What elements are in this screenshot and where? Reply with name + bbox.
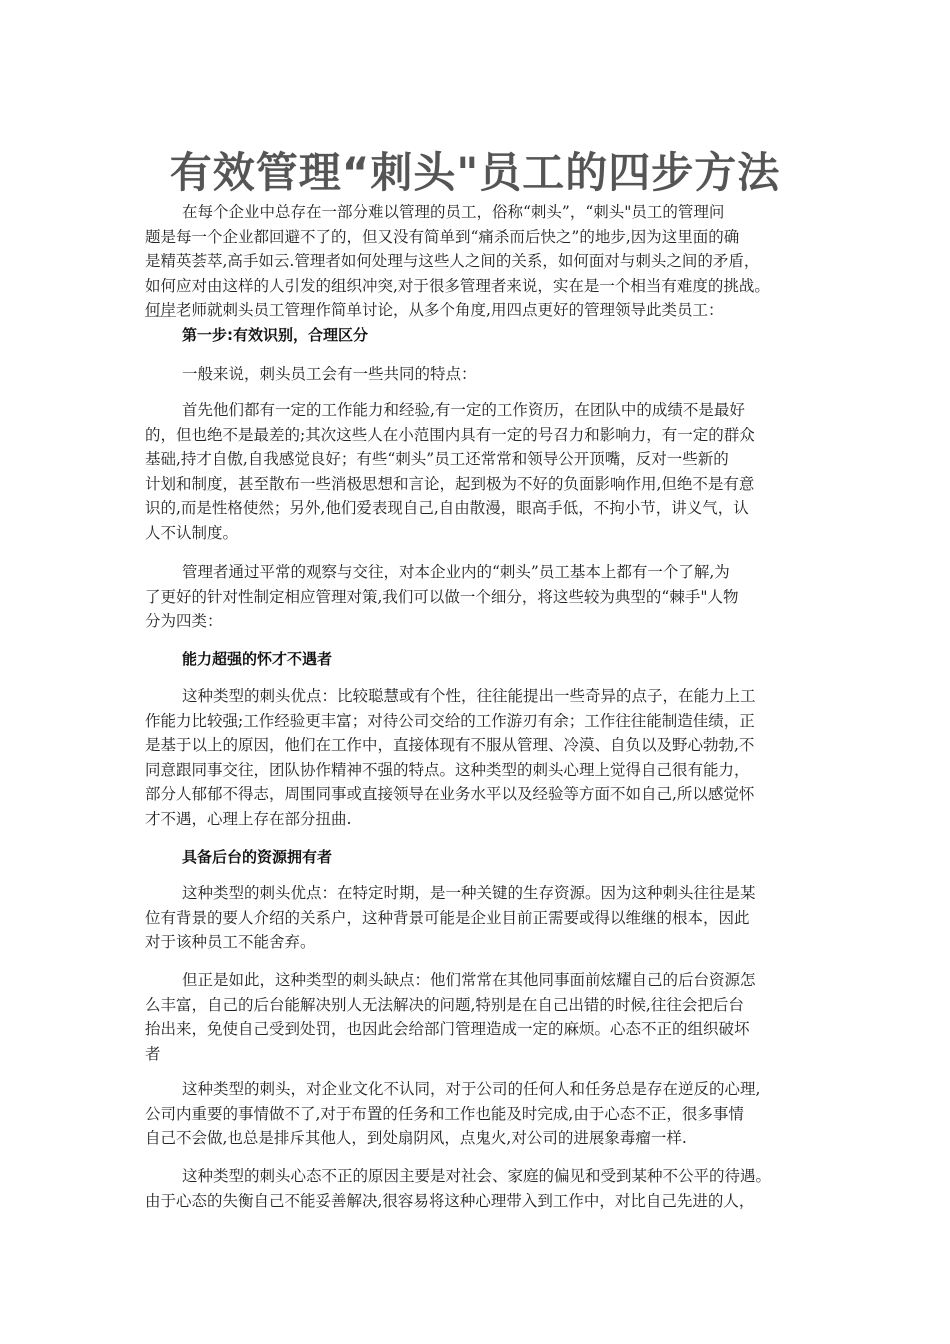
text-line: 识的,而是性格使然；另外,他们爱表现自己,自由散漫，眼高手低，不拘小节，讲义气，认: [145, 499, 749, 517]
text-line: 分为四类：: [145, 612, 223, 630]
text-line: 如何应对由这样的人引发的组织冲突,对于很多管理者来说，实在是一个相当有难度的挑战。: [145, 276, 770, 295]
text-line: 这种类型的刺头优点：在特定时期，是一种关键的生存资源。因为这种刺头往往是某: [182, 884, 756, 902]
section-heading: 具备后台的资源拥有者: [182, 848, 333, 866]
section-heading-step1: [145, 323, 815, 348]
section-heading: 能力超强的怀才不遇者: [182, 650, 333, 668]
paragraph-7: [145, 1077, 815, 1151]
text-line: [145, 298, 815, 323]
text-line: 者: [145, 1044, 161, 1063]
text-line: 才不遇，心理上存在部分扭曲.: [145, 809, 352, 828]
section-heading: 第一步:有效识别，合理区分: [182, 326, 368, 344]
text-line: 这种类型的刺头心态不正的原因主要是对社会、家庭的偏见和受到某种不公平的待遇。: [182, 1167, 772, 1185]
text-line: 这种类型的刺头，对企业文化不认同，对于公司的任何人和任务总是存在逆反的心理,: [182, 1080, 761, 1098]
paragraph-5: [145, 881, 815, 955]
paragraph-1: [145, 362, 815, 387]
text-line: 计划和制度，甚至散布一些消极思想和言论，起到极为不好的负面影响作用,但绝不是有意: [145, 474, 755, 493]
text-line: 一般来说，刺头员工会有一些共同的特点：: [182, 365, 477, 383]
intro-paragraph: [145, 200, 815, 323]
text-line: 基础,持才自傲,自我感觉良好；有些“刺头”员工还常常和领导公开顶嘴，反对一些新的: [145, 450, 729, 468]
text-line: 对于该种员工不能舍弃。: [145, 933, 316, 951]
text-line: 由于心态的失衡自己不能妥善解决,很容易将这种心理带入到工作中，对比自己先进的人，: [145, 1191, 755, 1210]
paragraph-3: [145, 560, 815, 634]
text-line: 首先他们都有一定的工作能力和经验,有一定的工作资历，在团队中的成绩不是最好: [182, 401, 745, 419]
section-heading-type2: [145, 845, 815, 870]
text-line: 公司内重要的事情做不了,对于布置的任务和工作也能及时完成,由于心态不正，很多事情: [145, 1104, 744, 1123]
paragraph-2: [145, 398, 815, 545]
text-line: 同意跟同事交往，团队协作精神不强的特点。这种类型的刺头心理上觉得自己很有能力，: [145, 760, 750, 779]
text-line: 人不认制度。: [145, 523, 239, 542]
text-line: 么丰富，自己的后台能解决别人无法解决的问题,特别是在自己出错的时候,往往会把后台: [145, 995, 744, 1014]
paragraph-4: [145, 684, 815, 831]
text-line: 作能力比较强;工作经验更丰富；对待公司交给的工作游刃有余；工作往往能制造佳绩，正: [145, 711, 755, 730]
text-line: 自己不会做,也总是排斥其他人，到处扇阴风，点鬼火,对公司的进展象毒瘤一样.: [145, 1129, 687, 1147]
paragraph-8: [145, 1164, 815, 1213]
text-line: 这种类型的刺头优点：比较聪慧或有个性，往往能提出一些奇异的点子，在能力上工: [182, 687, 756, 705]
text-span: 老师就刺头员工管理作简单讨论，从多个角度,用四点更好的管理领导此类员工：: [176, 301, 724, 319]
paragraph-6: [145, 968, 815, 1066]
text-line: 是基于以上的原因，他们在工作中，直接体现有不服从管理、冷漠、自负以及野心勃勃,不: [145, 736, 755, 754]
text-line: 位有背景的要人介绍的关系户，这种背景可能是企业目前正需要或得以维继的根本，因此: [145, 908, 750, 927]
text-line: 在每个企业中总存在一部分难以管理的员工，俗称“刺头”，“刺头"员工的管理问: [182, 203, 725, 221]
text-line: 抬出来，免使自己受到处罚，也因此会给部门管理造成一定的麻烦。心态不正的组织破坏: [145, 1020, 750, 1038]
text-line: 了更好的针对性制定相应管理对策,我们可以做一个细分，将这些较为典型的“棘手"人物: [145, 587, 739, 606]
section-heading-type1: [145, 647, 815, 672]
text-line: 部分人郁郁不得志，周围同事或直接领导在业务水平以及经验等方面不如自己,所以感觉怀: [145, 785, 755, 803]
text-line: 的，但也绝不是最差的;其次这些人在小范围内具有一定的号召力和影响力，有一定的群众: [145, 425, 755, 444]
document-title: 有效管理“刺头"员工的四步方法: [169, 148, 781, 197]
author-link[interactable]: 何岸: [145, 301, 177, 319]
text-line: 管理者通过平常的观察与交往，对本企业内的“刺头”员工基本上都有一个了解,为: [182, 563, 730, 581]
text-line: 题是每一个企业都回避不了的，但又没有简单到“痛杀而后快之”的地步,因为这里面的确: [145, 227, 740, 246]
text-line: 是精英荟萃,高手如云.管理者如何处理与这些人之间的关系，如何面对与刺头之间的矛盾，: [145, 252, 760, 270]
text-line: 但正是如此，这种类型的刺头缺点：他们常常在其他同事面前炫耀自己的后台资源怎: [182, 971, 756, 989]
